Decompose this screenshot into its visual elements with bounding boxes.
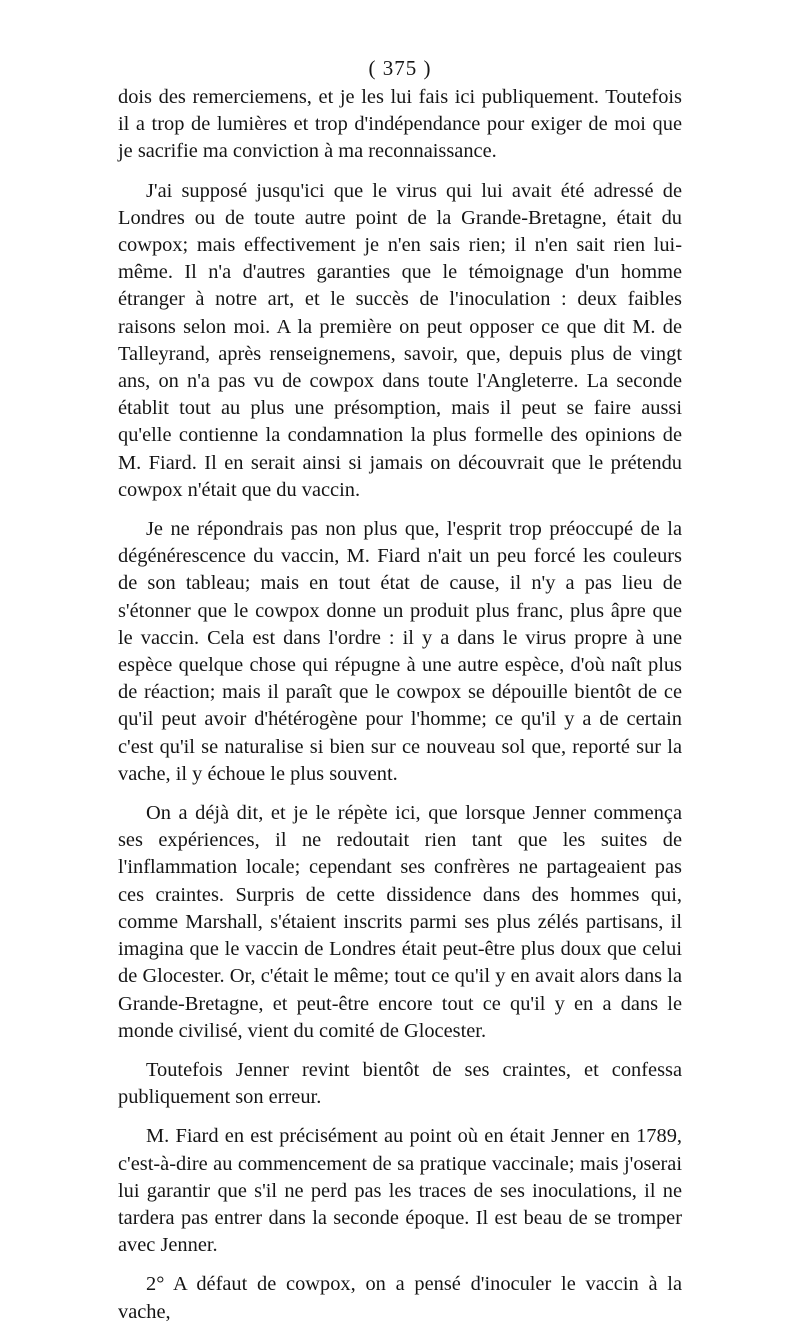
paragraph-4: On a déjà dit, et je le répète ici, que lorsque Jenner commença ses expériences, il ne redoutait rien tant que les suites de l'inflammation locale; cependant ses confrères ne partageaient pas ces craintes. Surpris de cette dissidence dans des hommes qui, comme Marshall, s'étaient inscrits parmi ses plus zélés partisans, il imagina que le vaccin de Londres était peut-être plus doux que celui de Glocester. Or, c'était le même; tout ce qu'il y en avait alors dans la Grande-Bretagne, et peut-être encore tout ce qu'il y en a dans le monde civilisé, vient du comité de Glocester. <box>118 802 682 1042</box>
page-body-text <box>118 84 682 1326</box>
paragraph-5: Toutefois Jenner revint bientôt de ses craintes, et confessa publiquement son erreur. <box>118 1058 682 1109</box>
page-number: ( 375 ) <box>368 56 432 80</box>
paragraph-7: 2° A défaut de cowpox, on a pensé d'inoculer le vaccin à la vache, <box>118 1273 682 1323</box>
paragraph-2: J'ai supposé jusqu'ici que le virus qui lui avait été adressé de Londres ou de toute autre point de la Grande-Bretagne, était du cowpox; mais effectivement je n'en sais rien; il n'en sait rien lui-même. Il n'a d'autres garanties que le témoignage d'un homme étranger à notre art, et le succès de l'inoculation : deux faibles raisons selon moi. A la première on peut opposer ce que dit M. de Talleyrand, après renseignemens, savoir, que, depuis plus de vingt ans, on n'a pas vu de cowpox dans toute l'Angleterre. La seconde établit tout au plus une présomption, mais il peut se faire aussi qu'elle contienne la condamnation la plus formelle des opinions de M. Fiard. Il en serait ainsi si jamais on découvrait que le prétendu cowpox n'était que du vaccin. <box>118 179 682 501</box>
paragraph-1: dois des remerciemens, et je les lui fais ici publiquement. Toutefois il a trop de lumières et trop d'indépendance pour exiger de moi que je sacrifie ma conviction à ma reconnaissance. <box>118 86 682 163</box>
paragraph-3: Je ne répondrais pas non plus que, l'esprit trop préoccupé de la dégénérescence du vaccin, M. Fiard n'ait un peu forcé les couleurs de son tableau; mais en tout état de cause, il n'y a pas lieu de s'étonner que le cowpox donne un produit plus franc, plus âpre que le vaccin. Cela est dans l'ordre : il y a dans le virus propre à une espèce quelque chose qui répugne à une autre espèce, d'où naît plus de réaction; mais il paraît que le cowpox se dépouille bientôt de ce qu'il peut avoir d'hétérogène pour l'homme; ce qu'il y a de certain c'est qu'il se naturalise si bien sur ce nouveau sol que, reporté sur la vache, il y échoue le plus souvent. <box>118 518 682 785</box>
paragraph-6: M. Fiard en est précisément au point où en était Jenner en 1789, c'est-à-dire au commencement de sa pratique vaccinale; mais j'oserai lui garantir que s'il ne perd pas les traces de ses inoculations, il ne tardera pas entrer dans la seconde époque. Il est beau de se tromper avec Jenner. <box>118 1125 682 1257</box>
